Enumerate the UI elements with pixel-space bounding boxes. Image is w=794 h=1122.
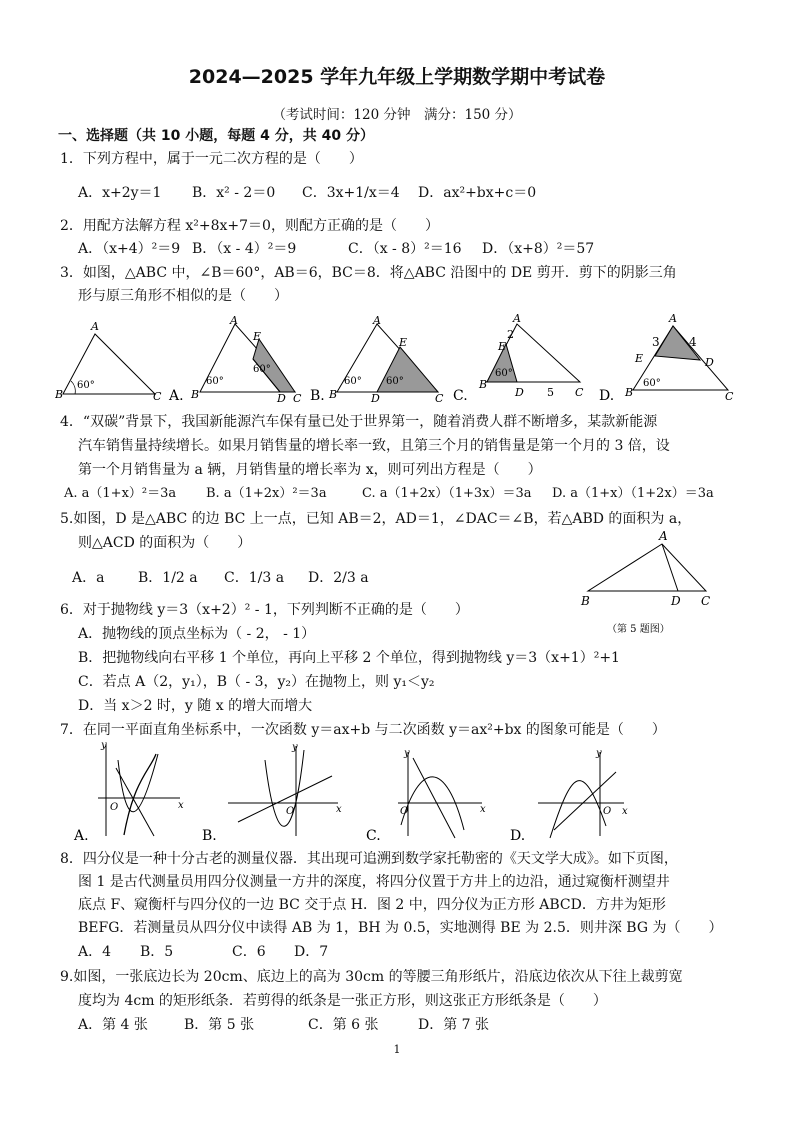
q2-option-d: D．（x+8）²＝57: [482, 241, 595, 257]
q1-option-c: C．3x+1/x＝4: [302, 185, 400, 201]
q3-side-4: 4: [689, 335, 697, 349]
q3-e-label: E: [399, 336, 408, 349]
q4-option-a: A. a（1+x）²＝3a: [64, 486, 177, 501]
q3-a-label: A: [669, 312, 677, 325]
q3-figure-c: [478, 312, 584, 399]
q5-line1: 5.如图，D 是△ABC 的边 BC 上一点，已知 AB＝2，AD＝1，∠DAC＝∠B，若△ABD 的面积为 a，: [60, 511, 692, 527]
q4-line1: 4．“双碳”背景下，我国新能源汽车保有量已处于世界第一，随着消费人群不断增多，某款新能源: [60, 414, 658, 430]
q7-d-origin-label: O: [603, 806, 612, 817]
q3-side-5: 5: [547, 386, 554, 399]
q3-figure-d: [624, 312, 734, 403]
q3-option-d: D.: [599, 388, 615, 404]
q7-graphs: [68, 740, 668, 846]
q3-figure-b: [328, 314, 444, 404]
q3-e-label: E: [253, 330, 262, 343]
q7-graph-c: [398, 752, 482, 838]
section-heading: 一、选择题（共 10 小题，每题 4 分，共 40 分）: [58, 128, 374, 144]
q3-c-label: C: [435, 392, 444, 404]
q8-line1: 8．四分仪是一种十分古老的测量仪器．其出现可追溯到数学家托勒密的《天文学大成》。如下页图，: [60, 851, 678, 867]
q4-option-c: C. a（1+2x）（1+3x）＝3a: [362, 486, 532, 501]
q3-a-label: A: [513, 312, 521, 325]
q3-option-b: B.: [310, 388, 325, 404]
exam-subtitle: （考试时间：120 分钟 满分：150 分）: [272, 107, 522, 123]
q3-d-label: D: [277, 392, 286, 404]
q5-c-label: C: [701, 594, 711, 608]
q3-side-3: 3: [652, 335, 660, 349]
q8-line3: 底点 F、窥衡杆与四分仪的一边 BC 交于点 H．图 2 中，四分仪为正方形 ABCD．方井为矩形: [78, 897, 666, 913]
q3-option-a: A.: [169, 388, 184, 404]
q7-a-origin-label: O: [110, 802, 119, 813]
q5-caption: （第 5 题图）: [607, 624, 670, 635]
q7-graph-b: [228, 746, 338, 836]
q3-angle-label: 60°: [495, 368, 513, 379]
q7-a-x-label: x: [178, 800, 184, 811]
q3-e-label: E: [635, 352, 644, 365]
q3-figures: [55, 312, 755, 404]
q5-option-c: C．1/3 a: [224, 570, 285, 586]
q2-option-a: A．（x+4）²＝9: [78, 241, 181, 257]
q9-line2: 度均为 4cm 的矩形纸条．若剪得的纸条是一张正方形，则这张正方形纸条是（ ）: [78, 993, 607, 1009]
q7-d-y-label: y: [596, 748, 602, 759]
q7-c-x-label: x: [480, 804, 486, 815]
q8-option-d: D．7: [294, 944, 329, 960]
q3-c-label: C: [725, 390, 734, 403]
q7-graph-d: [538, 752, 624, 838]
q7-c-origin-label: O: [400, 806, 409, 817]
q5-d-label: D: [671, 594, 681, 608]
q3-b-label: B: [329, 388, 338, 401]
page-number: 1: [393, 1043, 401, 1056]
q9-option-b: B．第 5 张: [184, 1017, 255, 1033]
q7-b-x-label: x: [336, 804, 342, 815]
q7-b-y-label: y: [292, 742, 298, 753]
q1-option-b: B．x² - 2＝0: [192, 185, 276, 201]
q1-option-a: A．x+2y＝1: [78, 185, 162, 201]
q3-angle-label-2: 60°: [386, 376, 404, 387]
q7-option-b: B.: [202, 828, 217, 844]
q3-figure-a: [190, 314, 302, 404]
q6-option-c: C．若点 A（2，y₁），B（ - 3，y₂）在抛物上，则 y₁＜y₂: [78, 674, 435, 690]
q3-side-2: 2: [507, 328, 514, 341]
q3-a-label: A: [373, 314, 381, 327]
q7-option-c: C.: [366, 828, 381, 844]
q7-d-x-label: x: [622, 806, 628, 817]
q3-a-label: A: [91, 320, 99, 333]
q5-b-label: B: [581, 594, 590, 608]
q9-option-a: A．第 4 张: [78, 1017, 148, 1033]
q5-option-d: D．2/3 a: [308, 570, 369, 586]
q3-line2: 形与原三角形不相似的是（ ）: [78, 288, 288, 304]
q3-angle-label-2: 60°: [253, 364, 271, 375]
q3-angle-label: 60°: [206, 376, 224, 387]
q5-a-label: A: [659, 529, 668, 543]
q7-option-d: D.: [510, 828, 526, 844]
q3-c-label: C: [293, 392, 302, 404]
q3-d-label: D: [705, 356, 714, 369]
q7-option-a: A.: [74, 828, 89, 844]
q5-figure: [575, 528, 725, 640]
q8-option-c: C．6: [232, 944, 266, 960]
q4-option-d: D. a（1+x）（1+2x）＝3a: [552, 486, 714, 501]
q3-c-label: C: [153, 390, 162, 403]
q3-b-label: B: [191, 388, 200, 401]
exam-title: 2024—2025 学年九年级上学期数学期中考试卷: [188, 66, 606, 88]
q3-d-label: D: [371, 392, 380, 404]
q8-line4: BEFG．若测量员从四分仪中读得 AB 为 1，BH 为 0.5，实地测得 BE 为 2.5．则井深 BG 为（ ）: [78, 920, 723, 936]
q7-b-origin-label: O: [286, 806, 295, 817]
q8-option-b: B．5: [140, 944, 174, 960]
q7-stem: 7．在同一平面直角坐标系中，一次函数 y＝ax+b 与二次函数 y＝ax²+bx 的图象可能是（ ）: [60, 722, 666, 738]
q7-c-y-label: y: [404, 748, 410, 759]
q6-option-d: D．当 x＞2 时，y 随 x 的增大而增大: [78, 698, 313, 714]
q6-stem: 6．对于抛物线 y＝3（x+2）² - 1，下列判断不正确的是（ ）: [60, 602, 469, 618]
q6-option-a: A．抛物线的顶点坐标为（ - 2， - 1）: [78, 626, 316, 642]
q3-line1: 3．如图，△ABC 中，∠B＝60°，AB＝6，BC＝8．将△ABC 沿图中的 DE 剪开．剪下的阴影三角: [60, 265, 677, 281]
q3-option-c: C.: [453, 388, 468, 404]
q8-line2: 图 1 是古代测量员用四分仪测量一方井的深度，将四分仪置于方井上的边沿，通过窥衡杆测望井: [78, 874, 670, 890]
q5-option-b: B．1/2 a: [138, 570, 198, 586]
q9-line1: 9.如图，一张底边长为 20cm、底边上的高为 30cm 的等腰三角形纸片，沿底边依次从下往上裁剪宽: [60, 969, 683, 985]
q3-a-label: A: [230, 314, 238, 327]
q3-e-label: E: [498, 340, 507, 353]
q5-line2: 则△ACD 的面积为（ ）: [78, 535, 252, 551]
q2-option-c: C．（x - 8）²＝16: [348, 241, 462, 257]
q2-stem: 2．用配方法解方程 x²+8x+7＝0，则配方正确的是（ ）: [60, 218, 439, 234]
q1-option-d: D．ax²+bx+c＝0: [418, 185, 537, 201]
q7-a-y-label: y: [101, 740, 107, 751]
q2-option-b: B．（x - 4）²＝9: [192, 241, 297, 257]
q5-option-a: A．a: [72, 570, 105, 586]
q3-angle-label: 60°: [344, 376, 362, 387]
q3-c-label: C: [575, 386, 584, 399]
q6-option-b: B．把抛物线向右平移 1 个单位，再向上平移 2 个单位，得到抛物线 y＝3（x+1）²+1: [78, 650, 620, 666]
q3-figure-original: [55, 320, 162, 403]
q9-option-c: C．第 6 张: [308, 1017, 379, 1033]
q7-graph-a: [98, 744, 180, 836]
q1-stem: 1．下列方程中，属于一元二次方程的是（ ）: [60, 151, 363, 167]
q4-line3: 第一个月销售量为 a 辆，月销售量的增长率为 x，则可列出方程是（ ）: [78, 462, 542, 478]
q4-option-b: B. a（1+2x）²＝3a: [206, 486, 327, 501]
q9-option-d: D．第 7 张: [418, 1017, 490, 1033]
q3-angle-label: 60°: [643, 378, 661, 389]
q4-line2: 汽车销售量持续增长。如果月销售量的增长率一致，且第三个月的销售量是第一个月的 3 倍，设: [78, 438, 670, 454]
q8-option-a: A．4: [78, 944, 112, 960]
q3-angle-label: 60°: [77, 380, 95, 391]
q3-b-label: B: [55, 388, 64, 401]
q3-b-label: B: [479, 378, 488, 391]
q3-b-label: B: [625, 386, 634, 399]
q3-d-label: D: [515, 386, 524, 399]
